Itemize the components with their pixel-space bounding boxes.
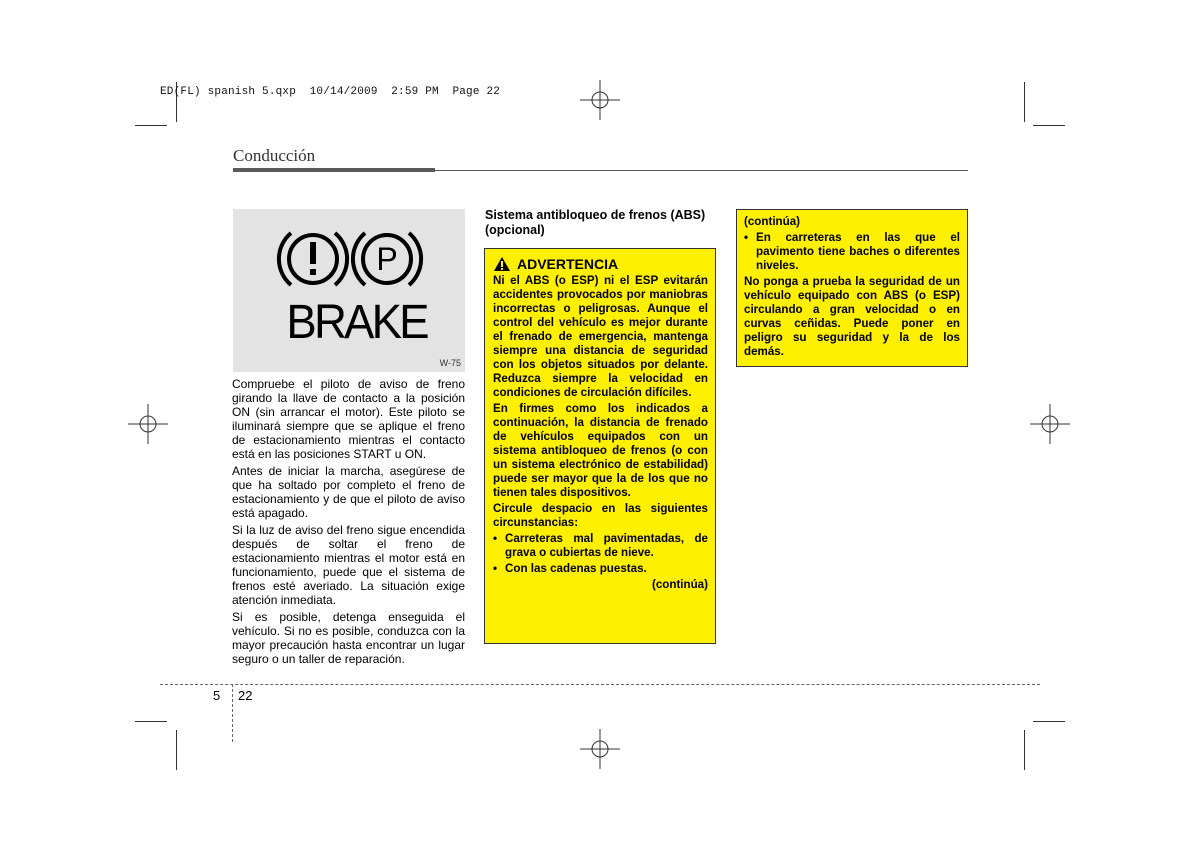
section-title: Conducción: [233, 146, 316, 165]
registration-mark-icon: [580, 80, 620, 120]
exclamation-circle-icon: [279, 233, 347, 285]
crop-mark: [1033, 125, 1065, 126]
printer-slug: ED(FL) spanish 5.qxp 10/14/2009 2:59 PM Page 22: [160, 86, 501, 98]
footer-vertical-divider: [232, 684, 233, 742]
registration-mark-icon: [1030, 404, 1070, 444]
warning-bullet: • Con las cadenas puestas.: [493, 562, 708, 576]
crop-mark: [135, 721, 167, 722]
body-text: [232, 377, 465, 669]
section-rule-thick: [233, 168, 435, 172]
crop-mark: [135, 125, 167, 126]
brake-word: BRAKE: [286, 296, 427, 349]
warning-box-continued: [736, 209, 968, 367]
warning-paragraph: Circule despacio en las siguientes circunstancias:: [493, 502, 708, 529]
warning-title-row: [493, 256, 708, 272]
body-paragraph: Si es posible, detenga enseguida el vehículo. Si no es posible, conduzca con la mayor precaución hasta encontrar un lugar seguro o un taller de reparación.: [232, 610, 465, 666]
continues-label: (continúa): [651, 578, 708, 591]
crop-mark: [1024, 82, 1025, 122]
warning-title: ADVERTENCIA: [517, 256, 619, 272]
warning-triangle-icon: [493, 256, 511, 272]
continued-bullets: [744, 231, 960, 273]
body-paragraph: Compruebe el piloto de aviso de freno girando la llave de contacto a la posición ON (sin arrancar el motor). Este piloto se iluminará siempre que se aplique el freno de estacionamiento mientras el contacto está en las posiciones START u ON.: [232, 377, 465, 461]
crop-mark: [1033, 721, 1065, 722]
crop-mark: [176, 730, 177, 770]
footer-divider: [160, 684, 1040, 685]
registration-mark-icon: [580, 729, 620, 769]
warning-box: [484, 248, 716, 644]
warning-bullets: [493, 532, 708, 576]
page-number: 22: [238, 688, 253, 703]
continued-bullet: • En carreteras en las que el pavimento tiene baches o diferentes niveles.: [744, 231, 960, 273]
registration-mark-icon: [128, 404, 168, 444]
brake-warning-figure: [233, 209, 465, 372]
section-rule-thin: [435, 170, 968, 171]
chapter-number: 5: [213, 688, 221, 703]
parking-letter: P: [376, 241, 398, 277]
body-paragraph: Si la luz de aviso del freno sigue encendida después de soltar el freno de estacionamiento mientras el motor está en funcionamiento, puede que el sistema de frenos esté averiado. La situación exige atención inmediata.: [232, 523, 465, 607]
warning-paragraph: Ni el ABS (o ESP) ni el ESP evitarán accidentes provocados por maniobras incorrectas o peligrosas. Aunque el control del vehículo es mejor durante el frenado de emergencia, mantenga siempre una distancia de seguridad con los objetos situados por delante. Reduzca siempre la velocidad en condiciones de circulación difíciles.: [493, 274, 708, 399]
continued-paragraph: No ponga a prueba la seguridad de un vehículo equipado con ABS (o ESP) circulando a gran velocidad o en curvas ceñidas. Puede poner en peligro su seguridad y la de los demás.: [744, 275, 960, 358]
body-paragraph: Antes de iniciar la marcha, asegúrese de que ha soltado por completo el freno de estacionamiento y de que el piloto de aviso está apagado.: [232, 464, 465, 520]
warning-paragraph: En firmes como los indicados a continuación, la distancia de frenado de vehículos equipados con un sistema antibloqueo de frenos (o con un sistema electrónico de estabilidad) puede ser mayor que la de los que no tienen tales dispositivos.: [493, 402, 708, 499]
continued-header: (continúa): [744, 215, 801, 228]
crop-mark: [1024, 730, 1025, 770]
abs-heading: Sistema antibloqueo de frenos (ABS) (opcional): [485, 208, 706, 237]
figure-code: W-75: [439, 358, 461, 368]
warning-bullet: • Carreteras mal pavimentadas, de grava o cubiertas de nieve.: [493, 532, 708, 560]
